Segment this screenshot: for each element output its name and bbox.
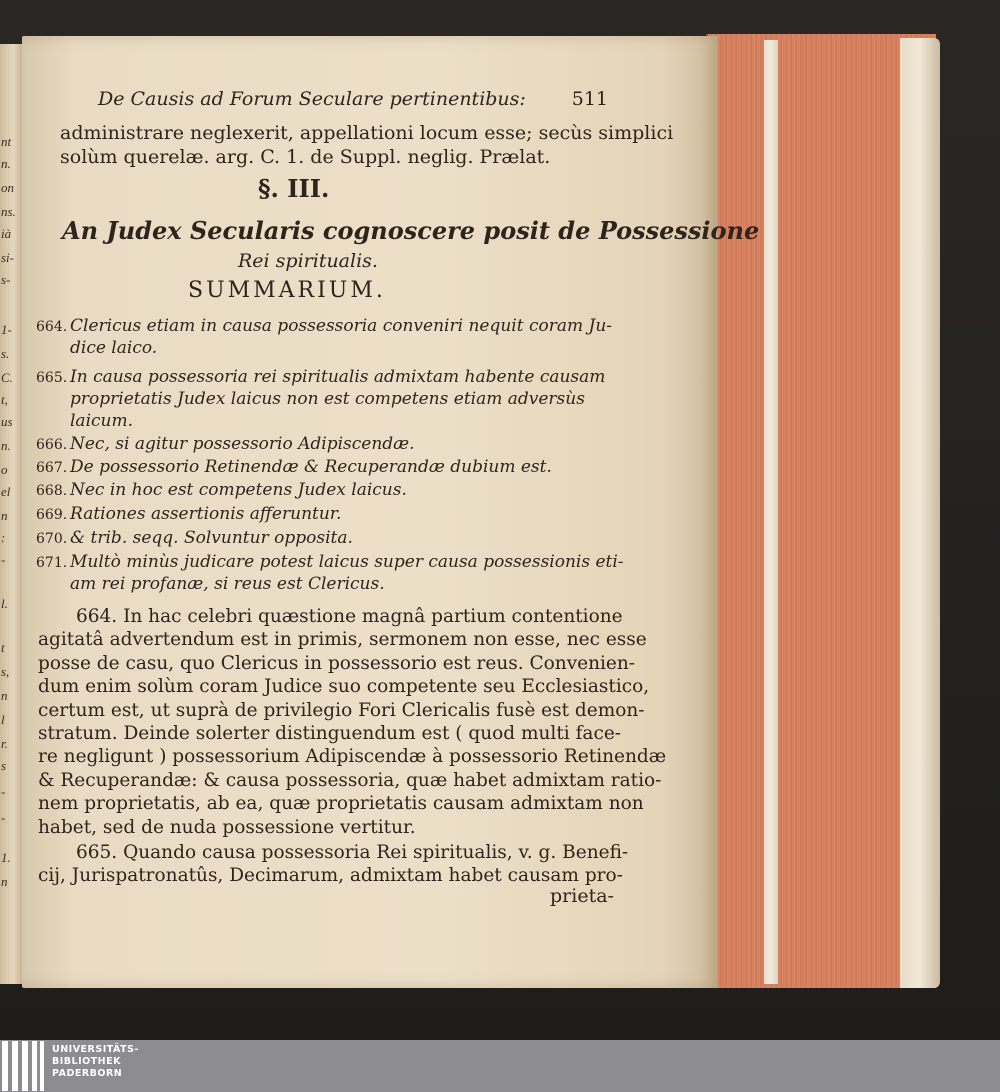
summarium-item-8-line-2 bbox=[70, 574, 385, 594]
library-name-line-3: PADERBORN bbox=[52, 1068, 123, 1079]
left-page-fragment: ns. bbox=[1, 204, 16, 219]
paragraph-664-line-10: habet, sed de nuda possessione vertitur. bbox=[38, 816, 416, 838]
section-mark: §. III. bbox=[258, 174, 330, 203]
left-page-fragment: on bbox=[1, 180, 14, 195]
page-header bbox=[98, 88, 608, 118]
summarium-item-text: proprietatis Judex laicus non est competens etiam adversùs bbox=[70, 389, 585, 409]
summarium-item-3-line-1 bbox=[36, 434, 415, 454]
summarium-item-text: am rei profanæ, si reus est Clericus. bbox=[70, 574, 385, 594]
summarium-item-number: 671. bbox=[36, 555, 68, 571]
paragraph-664-line-5: certum est, ut suprà de privilegio Fori Clericalis fusè est demon- bbox=[38, 699, 645, 721]
left-page-fragment: n. bbox=[1, 156, 11, 171]
summarium-item-text: laicum. bbox=[70, 411, 134, 431]
summarium-item-1-line-2 bbox=[70, 338, 157, 358]
left-page-fragment: t bbox=[1, 640, 5, 655]
library-banner bbox=[0, 1040, 1000, 1092]
summarium-item-text: Rationes assertionis afferuntur. bbox=[70, 504, 342, 524]
summarium-item-5-line-1 bbox=[36, 480, 407, 500]
left-page-fragment: t, bbox=[1, 392, 8, 407]
summarium-heading: SUMMARIUM. bbox=[188, 278, 386, 303]
left-page-fragment: n. bbox=[1, 438, 11, 453]
catchword: prieta- bbox=[550, 885, 614, 907]
left-page-fragment: s bbox=[1, 758, 7, 773]
summarium-item-text: De possessorio Retinendæ & Recuperandæ dubium est. bbox=[70, 457, 552, 477]
paragraph-664-line-8: & Recuperandæ: & causa possessoria, quæ habet admixtam ratio- bbox=[38, 769, 662, 791]
library-logo-icon bbox=[2, 1041, 50, 1091]
summarium-item-number: 668. bbox=[36, 483, 68, 499]
summarium-item-number: 666. bbox=[36, 437, 68, 453]
paragraph-664-line-1: 664. In hac celebri quæstione magnâ partium contentione bbox=[76, 606, 623, 627]
left-page-fragment: 1. bbox=[1, 850, 11, 865]
left-page-fragment: us bbox=[1, 414, 13, 429]
left-page-fragment: el bbox=[1, 484, 11, 499]
left-page-fragment: r. bbox=[1, 736, 8, 751]
library-name-line-1: UNIVERSITÄTS- bbox=[52, 1044, 139, 1055]
summarium-item-text: Clericus etiam in causa possessoria conveniri nequit coram Ju- bbox=[70, 316, 613, 336]
summarium-item-text: Multò minùs judicare potest laicus super causa possessionis eti- bbox=[70, 552, 624, 572]
book-cover-edge bbox=[900, 38, 940, 988]
summarium-item-4-line-1 bbox=[36, 457, 552, 477]
summarium-item-2-line-2 bbox=[70, 389, 585, 409]
left-page-fragment: C. bbox=[1, 370, 13, 385]
paragraph-664-line-7: re negligunt ) possessorium Adipiscendæ à possessorio Retinendæ bbox=[38, 746, 667, 768]
summarium-item-number: 664. bbox=[36, 319, 68, 335]
paragraph-664-line-6: stratum. Deinde solerter distinguendum est ( quod multi face- bbox=[38, 723, 622, 744]
left-page-fragment: s- bbox=[1, 272, 11, 287]
paragraph-664-line-2: agitatâ advertendum est in primis, sermonem non esse, nec esse bbox=[38, 629, 647, 651]
left-page-fragment: 1- bbox=[1, 322, 12, 337]
library-name-line-2: BIBLIOTHEK bbox=[52, 1056, 121, 1067]
summarium-item-8-line-1 bbox=[36, 552, 624, 572]
paragraph-665-line-2: cij, Jurispatronatûs, Decimarum, admixtam habet causam pro- bbox=[38, 865, 623, 887]
left-page-fragment: n bbox=[1, 688, 8, 703]
summarium-item-2-line-1 bbox=[36, 367, 605, 387]
summarium-item-7-line-1 bbox=[36, 528, 353, 548]
left-page-fragment: n bbox=[1, 508, 8, 523]
left-page-fragment: nt bbox=[1, 134, 12, 149]
summarium-item-text: In causa possessoria rei spiritualis admixtam habente causam bbox=[70, 367, 606, 387]
summarium-item-2-line-3 bbox=[70, 411, 133, 431]
page-block-highlight bbox=[764, 40, 778, 984]
summarium-item-number: 667. bbox=[36, 460, 68, 476]
summarium-item-number: 670. bbox=[36, 531, 68, 547]
paragraph-665-line-1: 665. Quando causa possessoria Rei spiritualis, v. g. Benefi- bbox=[76, 842, 629, 863]
summarium-item-text: Nec, si agitur possessorio Adipiscendæ. bbox=[70, 434, 415, 454]
paragraph-664-line-9: nem proprietatis, ab ea, quæ proprietatis causam admixtam non bbox=[38, 793, 644, 815]
section-title: An Judex Secularis cognoscere posit de Possessione bbox=[62, 216, 760, 245]
section-subtitle: Rei spiritualis. bbox=[238, 250, 378, 272]
left-page-fragment: si- bbox=[1, 250, 14, 265]
intro-line-2: solùm querelæ. arg. C. 1. de Suppl. neglig. Prælat. bbox=[60, 146, 551, 168]
running-title: De Causis ad Forum Seculare pertinentibus: bbox=[98, 88, 526, 110]
summarium-item-1-line-1 bbox=[36, 316, 612, 336]
paragraph-664-line-4: dum enim solùm coram Judice suo competente seu Ecclesiastico, bbox=[38, 676, 650, 698]
summarium-item-6-line-1 bbox=[36, 504, 341, 524]
summarium-item-text: dice laico. bbox=[70, 338, 158, 358]
left-page-fragment: l bbox=[1, 712, 5, 727]
summarium-item-number: 665. bbox=[36, 370, 68, 386]
page-number: 511 bbox=[571, 88, 608, 110]
left-page-fragment: - bbox=[1, 810, 6, 825]
left-page-fragment: - bbox=[1, 552, 6, 567]
summarium-item-text: & trib. seqq. Solvuntur opposita. bbox=[70, 528, 353, 548]
left-page-fragment: s. bbox=[1, 346, 10, 361]
left-page-fragment: o bbox=[1, 462, 8, 477]
summarium-item-text: Nec in hoc est competens Judex laicus. bbox=[70, 480, 407, 500]
left-page-fragment: l. bbox=[1, 596, 8, 611]
left-page-fragment: : bbox=[1, 530, 6, 545]
left-page-fragment: s, bbox=[1, 664, 10, 679]
left-page-fragment: n bbox=[1, 874, 8, 889]
left-page-fragment: - bbox=[1, 784, 6, 799]
left-page-fragment: ià bbox=[1, 226, 12, 241]
intro-line-1: administrare neglexerit, appellationi locum esse; secùs simplici bbox=[60, 122, 674, 144]
paragraph-664-line-3: posse de casu, quo Clericus in possessorio est reus. Convenien- bbox=[38, 652, 636, 674]
summarium-item-number: 669. bbox=[36, 507, 68, 523]
